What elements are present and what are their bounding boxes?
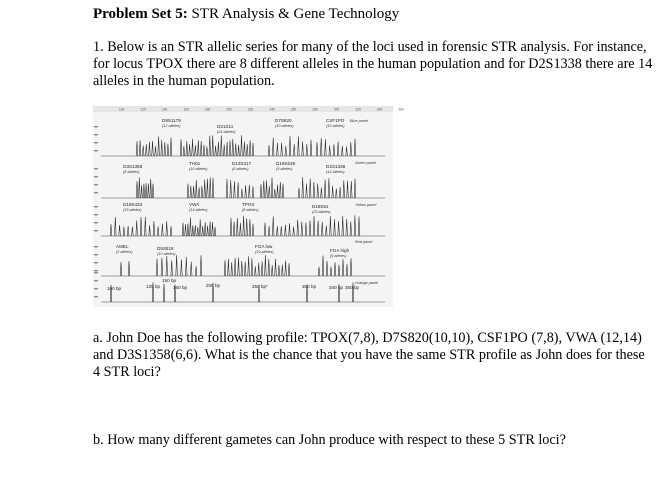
size-tick-label: 200 <box>226 107 232 112</box>
allele-count-d2s1338: (14 alleles) <box>326 170 345 174</box>
size-label-150bp: 150 bp <box>162 278 177 283</box>
size-tick-label: 220 <box>248 107 254 112</box>
size-label-100bp: 100 bp <box>107 286 122 291</box>
allele-peak-trace <box>110 215 360 236</box>
size-label-160bp: 160 bp <box>173 285 188 290</box>
allele-count-d18s51: (23 alleles) <box>312 210 331 214</box>
locus-label-d3s1358: D3S1358 <box>123 164 143 169</box>
locus-label-d7s820: D7S820 <box>275 118 292 123</box>
locus-label-d5s818: D5S818 <box>157 246 174 251</box>
electropherogram-traces <box>94 126 385 302</box>
electropherogram <box>93 106 404 307</box>
panel-label-green: Green panel <box>355 161 376 165</box>
size-tick-label: 300 <box>334 107 340 112</box>
size-tick-label: 160 <box>183 107 189 112</box>
locus-label-d18s51: D18S51 <box>312 204 329 209</box>
size-label-250bp: 250 bp* <box>252 284 268 289</box>
allele-peak-trace <box>136 177 356 198</box>
allele-count-d21s11: (24 alleles) <box>217 130 236 134</box>
allele-count-th01: (10 alleles) <box>189 167 208 171</box>
str-allelic-ladder-figure <box>93 106 404 307</box>
size-label-350bp: 350 bp <box>345 285 360 290</box>
size-tick-label: 320 <box>355 107 361 112</box>
locus-label-fga-high: FGA high <box>330 248 350 253</box>
locus-label-vwa: VWA <box>189 202 200 207</box>
size-tick-label: 100 <box>119 107 125 112</box>
size-tick-label: 340 <box>377 107 383 112</box>
locus-label-d19s433: D19S433 <box>123 202 143 207</box>
size-label-200bp: 200 bp <box>206 283 221 288</box>
size-tick-label: 280 <box>312 107 318 112</box>
allele-count-amel: (2 alleles) <box>116 250 133 254</box>
size-label-139bp: 139 bp <box>146 284 161 289</box>
locus-label-d8s1179: D8S1179 <box>162 118 181 123</box>
locus-label-d2s1338: D2S1338 <box>326 164 346 169</box>
locus-label-csf1po: CSF1PO <box>326 118 345 123</box>
allele-count-d5s818: (10 alleles) <box>157 252 176 256</box>
allele-count-fga-low: (19 alleles) <box>255 250 274 254</box>
size-tick-label: 360 <box>398 107 404 112</box>
question-b-text: b. How many different gametes can John produce with respect to these 5 STR loci? <box>93 432 566 448</box>
locus-label-fga-low: FGA low <box>255 244 273 249</box>
problem-set-title <box>93 6 399 23</box>
size-tick-label: 180 <box>205 107 211 112</box>
question-a-text: a. John Doe has the following profile: TPOX(7,8), D7S820(10,10), CSF1PO (7,8), VWA (12,14) and D3S1358(6,6). What is the chance that you have the same STR profile as John does for these 4 STR loci? <box>93 330 645 381</box>
size-tick-labels <box>93 106 404 112</box>
locus-label-d13s317: D13S317 <box>232 161 252 166</box>
allele-count-csf1po: (10 alleles) <box>326 124 345 128</box>
locus-label-d21s11: D21S11 <box>217 124 234 129</box>
panel-label-blue: Blue panel <box>350 119 368 123</box>
allele-count-d8s1179: (12 alleles) <box>162 124 181 128</box>
panel-label-orange: Orange panel <box>355 281 379 285</box>
panel-label-red: Red panel <box>355 240 373 244</box>
allele-peak-trace <box>136 135 356 156</box>
panel-label-yellow: Yellow panel <box>355 203 377 207</box>
allele-count-tpox: (8 alleles) <box>242 208 259 212</box>
title-bold: Problem Set 5: <box>93 6 188 22</box>
question-1-text: 1. Below is an STR allelic series for many of the loci used in forensic STR analysis. For instance, for locus TPOX there are 8 different alleles in the human population and for D2S1338 there are 14 alleles in the human population. <box>93 39 653 90</box>
locus-label-tpox: TPOX <box>242 202 255 207</box>
allele-count-d7s820: (10 alleles) <box>275 124 294 128</box>
allele-count-d13s317: (8 alleles) <box>232 167 249 171</box>
size-tick-label: 240 <box>269 107 275 112</box>
allele-count-d19s433: (15 alleles) <box>123 208 142 212</box>
locus-label-th01: TH01 <box>189 161 201 166</box>
size-tick-label: 140 <box>162 107 168 112</box>
size-tick-label: 120 <box>140 107 146 112</box>
allele-count-d16s539: (9 alleles) <box>276 167 293 171</box>
locus-label-d16s539: D16S539 <box>276 161 296 166</box>
size-label-300bp: 300 bp <box>302 284 317 289</box>
size-label-340bp: 340 bp <box>329 285 344 290</box>
locus-label-amel: AMEL <box>116 244 129 249</box>
allele-count-d3s1358: (8 alleles) <box>123 170 140 174</box>
allele-count-fga-high: (9 alleles) <box>330 254 347 258</box>
allele-count-vwa: (14 alleles) <box>189 208 208 212</box>
allele-peak-trace <box>120 255 352 276</box>
title-rest: STR Analysis & Gene Technology <box>187 6 400 22</box>
size-tick-label: 260 <box>291 107 297 112</box>
